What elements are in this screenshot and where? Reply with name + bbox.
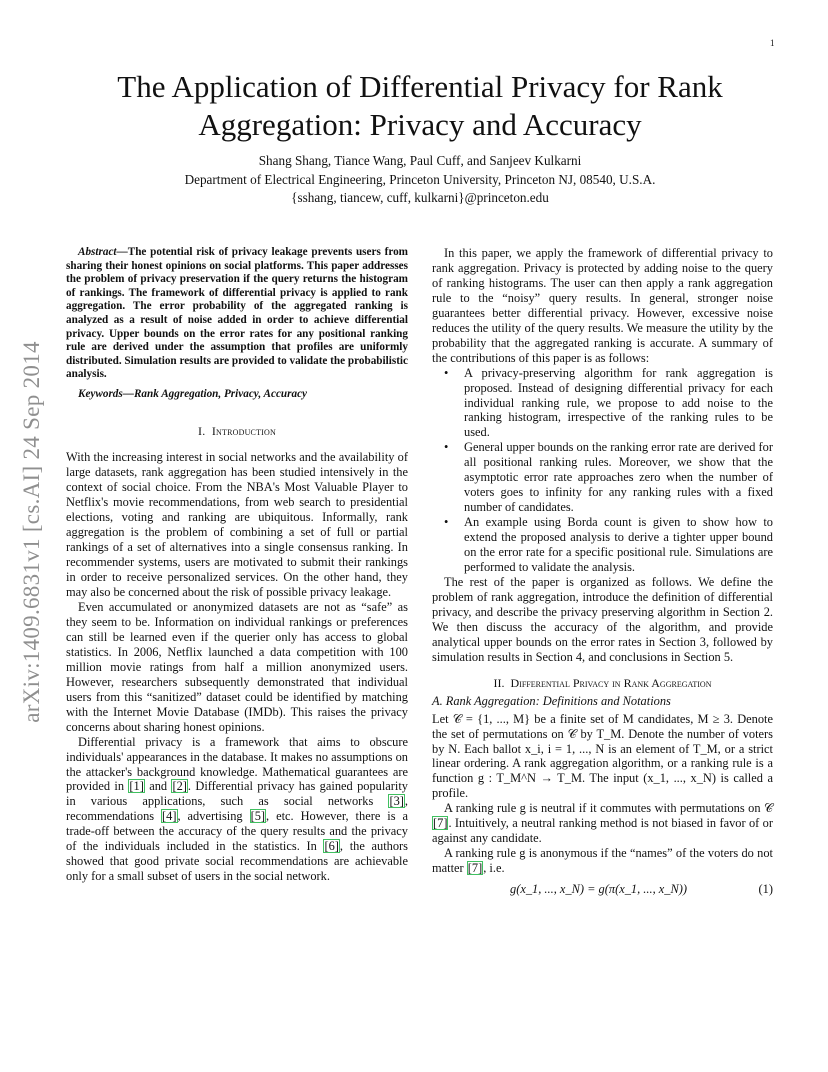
definition-paragraph: Let 𝒞 = {1, ..., M} be a finite set of M candidates, M ≥ 3. Denote the set of permutations on 𝒞 by T_M. Denote the number of voters by N. Each ballot x_i, i = 1, ..., N is an element of T_M, or a strict linear ordering. A rank aggregation algorithm, or a ranking rule is a function g : T_M^N → T_M. The input (x_1, ..., x_N) is called a profile.: [432, 711, 773, 801]
organization-paragraph: The rest of the paper is organized as follows. We define the problem of rank aggregation, introduce the definition of differential privacy, and describe the privacy preserving algorithm in Section 2. We then discuss the accuracy of the algorithm, and provide analytical upper bounds on the error rates in Section 3, followed by simulation results in Section 4, and conclusions in Section 5.: [432, 574, 773, 664]
intro-paragraph-2: Even accumulated or anonymized datasets are not as “safe” as they seem to be. Information on individual rankings or preferences can still be learned even if the querier only has access to global statistics. In 2006, Netflix launched a data competition with 100 million movie ratings from half a million anonymized users. However, researchers subsequently demonstrated that individual users from this “sanitized” dataset could be identified by matching with the Internet Movie Database (IMDb). This raises the privacy concerns about sharing honest opinions.: [66, 600, 408, 734]
arxiv-stamp-text: arXiv:1409.6831v1 [cs.AI] 24 Sep 2014: [19, 341, 44, 723]
citation-link[interactable]: [4]: [162, 809, 177, 824]
citation-link[interactable]: [5]: [250, 809, 266, 824]
neutral-paragraph: A ranking rule g is neutral if it commutes with permutations on 𝒞 [7]. Intuitively, a neutral ranking method is not biased in favor of or against any candidate.: [432, 801, 773, 846]
anonymous-paragraph: A ranking rule g is anonymous if the “names” of the voters do not matter [7], i.e.: [432, 846, 773, 876]
paper-title: The Application of Differential Privacy for Rank Aggregation: Privacy and Accuracy: [117, 69, 723, 142]
abstract-lead: Abstract: [78, 246, 117, 258]
contribution-intro: In this paper, we apply the framework of differential privacy to rank aggregation. Privacy is protected by adding noise to the query of ranking histograms. The user can then apply a rank aggregation rule to the “noisy” query results. In general, stronger noise guarantees better differential privacy. However, excessive noise reduces the utility of the query results. We measure the utility by the probability that the aggregated ranking is accurate. A summary of the contributions of this paper is as follows:: [432, 246, 773, 365]
authors: Shang Shang, Tiance Wang, Paul Cuff, and Sanjeev Kulkarni: [258, 153, 582, 168]
abstract: [66, 246, 408, 382]
equation-number: (1): [758, 882, 773, 897]
equation-body: g(x_1, ..., x_N) = g(π(x_1, ..., x_N)): [510, 882, 687, 897]
equation-1: [432, 882, 773, 902]
citation-link[interactable]: [6]: [324, 839, 339, 854]
page-number: 1: [770, 38, 775, 48]
list-item: • A privacy-preserving algorithm for rank aggregation is proposed. Instead of designing differential privacy for each individual ranking rule, we propose to add noise to the ranking histogram, irrespective of the ranking rules to be used.: [464, 366, 773, 441]
list-item: • An example using Borda count is given to show how to extend the proposed analysis to derive a tighter upper bound on the error rate for a specific positional rule. Simulations are performed to validate the analysis.: [464, 515, 773, 575]
author-block: [60, 152, 780, 208]
citation-link[interactable]: [2]: [172, 779, 187, 794]
citation-link[interactable]: [1]: [129, 779, 144, 794]
keywords: Keywords—Rank Aggregation, Privacy, Accuracy: [78, 387, 308, 400]
citation-link[interactable]: [7]: [467, 861, 483, 876]
contribution-list: [432, 366, 773, 575]
right-column: [432, 246, 773, 902]
arxiv-stamp: [18, 302, 46, 762]
intro-paragraph-3: Differential privacy is a framework that aims to obscure individuals' appearances in the database. It makes no assumptions on the attacker's background knowledge. Mathematical guarantees are provided in [1] and [2]. Differential privacy has gained popularity in various applications, such as social networks [3], recommendations [4], advertising [5], etc. However, there is a trade-off between the accuracy of the query results and the privacy of the individuals included in the statistics. In [6], the authors showed that good private social recommendations are achievable only for a small subset of users in the social network.: [66, 734, 408, 884]
abstract-text: —The potential risk of privacy leakage prevents users from sharing their honest opinions on social platforms. This paper addresses the problem of privacy preservation if the query returns the histogram of rankings. The framework of differential privacy is applied to rank aggregation. The error probability of the aggregated ranking is analyzed as a result of noise added in order to achieve differential privacy. Upper bounds on the error rates for any positional ranking rule are derived under the assumption that profiles are uniformly distributed. Simulation results are provided to validate the probabilistic analysis.: [66, 246, 408, 381]
intro-paragraph-1: With the increasing interest in social networks and the availability of large datasets, rank aggregation has been studied intensively in the context of social choice. From the NBA's Most Valuable Player to Netflix's movie recommendations, from web search to presidential elections, voting and ranking are ubiquitous. Informally, rank aggregation is the problem of combining a set of full or partial rankings of a set of alternatives into a single consensus ranking. In recommender systems, users are motivated to submit their rankings in order to receive personalized services. On the other hand, they may also be concerned about the risk of possible privacy leakage.: [66, 450, 408, 600]
citation-link[interactable]: [3]: [389, 794, 404, 809]
subsection-heading: A. Rank Aggregation: Definitions and Notations: [432, 693, 671, 708]
emails: {sshang, tiancew, cuff, kulkarni}@princeton.edu: [291, 190, 549, 205]
section-heading-introduction: I. Introduction: [198, 423, 276, 438]
section-heading-differential-privacy: II. Differential Privacy in Rank Aggregation: [493, 675, 712, 690]
affiliation: Department of Electrical Engineering, Princeton University, Princeton NJ, 08540, U.S.A.: [184, 171, 656, 187]
list-item: • General upper bounds on the ranking error rate are derived for all positional ranking rules. Moreover, we show that the asymptotic error rate approaches zero when the number of voters goes to infinity for any ranking rules with a fixed number of candidates.: [464, 440, 773, 515]
left-column: [66, 246, 408, 884]
citation-link[interactable]: [7]: [433, 816, 448, 831]
